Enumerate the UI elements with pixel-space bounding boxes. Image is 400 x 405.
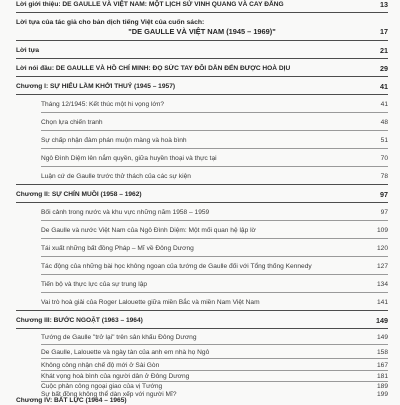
toc-item-page: 109 <box>376 227 388 234</box>
toc-entry-page: 17 <box>380 27 388 36</box>
toc-item-title: Tác động của những bài học không ngoan của tướng de Gaulle đối với Tổng thống Kennedy <box>41 263 312 270</box>
chapter-title: Chương IV: BẤT LỰC (1964 – 1965) <box>16 397 127 404</box>
chapter-page: 149 <box>376 316 388 325</box>
toc-item-title: Sự chấp nhận đàm phán muộn màng và hoà bình <box>41 137 187 144</box>
toc-item-title: Bối cảnh trong nước và khu vực những năm 1958 – 1959 <box>41 209 210 216</box>
toc-item-title: Ngô Đình Diệm lên nắm quyền, giữa huyền thoại và thực tại <box>41 155 217 162</box>
divider <box>16 310 388 311</box>
divider <box>41 370 388 371</box>
divider <box>16 76 388 77</box>
divider <box>41 274 388 275</box>
toc-item-title: De Gaulle và nước Việt Nam của Ngô Đình Diệm: Một mối quan hệ lập lờ <box>41 227 256 234</box>
divider <box>16 40 388 41</box>
toc-entry-page: 29 <box>380 64 388 73</box>
toc-item-page: 199 <box>376 391 388 398</box>
toc-entry-title-line2: "DE GAULLE VÀ VIỆT NAM (1945 – 1969)" <box>128 27 276 36</box>
chapter-page: 41 <box>380 82 388 91</box>
toc-item-title: Vai trò hoà giải của Roger Lalouette giữa miền Bắc và miền Nam Việt Nam <box>41 299 260 306</box>
divider <box>41 238 388 239</box>
divider <box>41 112 388 113</box>
divider <box>41 166 388 167</box>
toc-item-page: 41 <box>380 101 388 108</box>
divider <box>16 58 388 59</box>
toc-item-page: 78 <box>380 173 388 180</box>
divider <box>41 292 388 293</box>
toc-item-title: Tháng 12/1945: Kết thúc một hi vọng lớn? <box>41 101 165 108</box>
toc-entry-page: 13 <box>380 0 388 9</box>
toc-entry-title: Lời nói đầu: DE GAULLE VÀ HỒ CHÍ MINH: ĐỌ SỨC TAY ĐÔI DẪN ĐẾN ĐƯỢC HOÀ DỊU <box>16 65 291 72</box>
toc-entry-loi-tua-tac-gia <box>16 18 388 36</box>
toc-entry-title: Lời giới thiệu: DE GAULLE VÀ VIỆT NAM: MỘT LỊCH SỬ VINH QUANG VÀ CAY ĐẮNG <box>16 1 284 8</box>
chapter-title: Chương III: BƯỚC NGOẶT (1963 – 1964) <box>16 317 143 324</box>
toc-item-page: 70 <box>380 155 388 162</box>
toc-item-title: Cuộc phản công ngoại giao của vị Tướng <box>41 383 163 390</box>
toc-item-title: Luận cứ de Gaulle trước thử thách của các sự kiện <box>41 173 191 180</box>
toc-item-page: 149 <box>376 334 388 341</box>
toc-item-page: 181 <box>376 373 388 380</box>
toc-item-title: Tiến bộ và thực lực của sự trung lập <box>41 281 148 288</box>
toc-item-page: 48 <box>380 119 388 126</box>
divider <box>16 12 388 13</box>
toc-item-page: 189 <box>376 383 388 390</box>
divider <box>16 184 388 185</box>
divider <box>41 358 388 359</box>
toc-item-page: 97 <box>380 209 388 216</box>
toc-item-page: 158 <box>376 349 388 356</box>
toc-item-page: 51 <box>380 137 388 144</box>
toc-item-title: Khát vọng hoà bình của người dân ở Đông Dương <box>41 373 190 380</box>
divider <box>41 344 388 345</box>
divider <box>16 328 388 329</box>
toc-item-page: 141 <box>376 299 388 306</box>
toc-item-title: Không công nhận chế độ mới ở Sài Gòn <box>41 362 160 369</box>
divider <box>41 256 388 257</box>
toc-item-page: 120 <box>376 245 388 252</box>
chapter-title: Chương I: SỰ HIỂU LẦM KHỞI THUỶ (1945 – 1957) <box>16 83 176 90</box>
divider <box>16 202 388 203</box>
toc-item-page: 134 <box>376 281 388 288</box>
toc-item-page: 127 <box>376 263 388 270</box>
toc-item-title: Chọn lựa chiến tranh <box>41 119 103 126</box>
toc-item-title: Sự bất đồng không thể dàn xếp với người Mĩ? <box>41 391 177 398</box>
toc-entry-page: 21 <box>380 46 388 55</box>
toc-entry-title-line1: Lời tựa của tác giả cho bản dịch tiếng Việt của cuốn sách: <box>16 19 205 26</box>
toc-item-title: Tướng de Gaulle "trở lại" trên sân khấu Đông Dương <box>41 334 197 341</box>
toc-item-title: De Gaulle, Lalouette và ngày tàn của anh em nhà họ Ngô <box>41 349 210 356</box>
toc-entry-title: Lời tựa <box>16 47 40 54</box>
divider <box>41 148 388 149</box>
toc-item-page: 167 <box>376 362 388 369</box>
chapter-page: 97 <box>380 190 388 199</box>
toc-item-title: Tái xuất những bất đồng Pháp – Mĩ về Đông Dương <box>41 245 194 252</box>
chapter-title: Chương II: SỰ CHÍN MUỒI (1958 – 1962) <box>16 191 142 198</box>
divider <box>41 220 388 221</box>
divider <box>16 94 388 95</box>
divider <box>41 130 388 131</box>
